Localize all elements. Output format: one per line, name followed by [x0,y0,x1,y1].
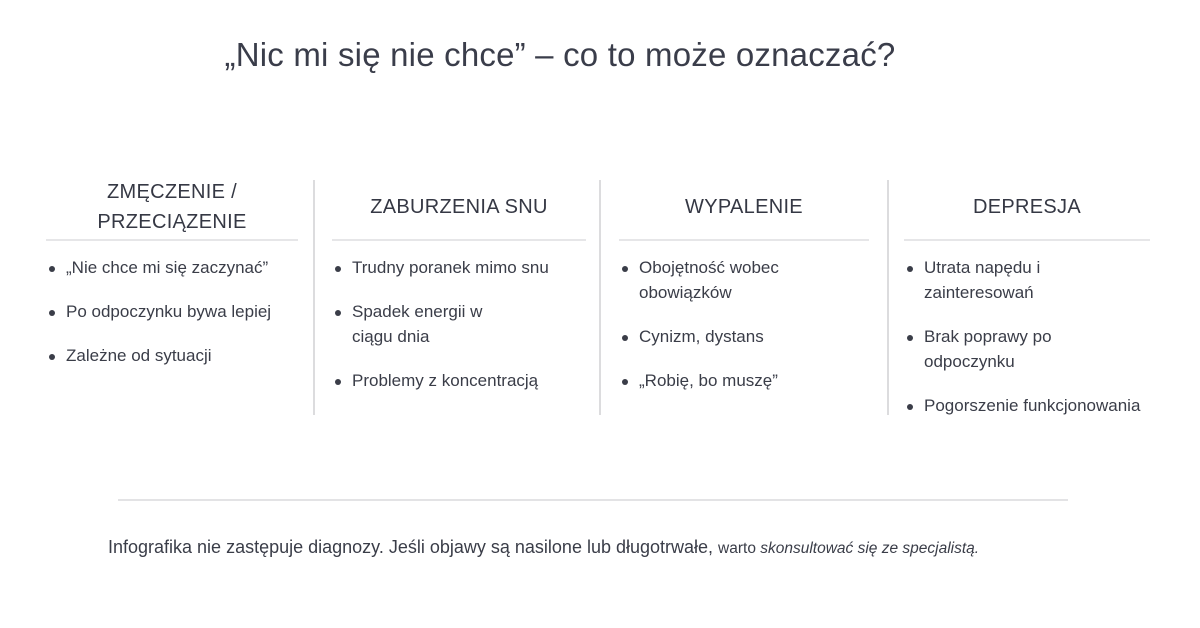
symptom-item: Spadek energii w ciągu dnia [332,299,586,349]
symptom-item: „Robię, bo muszę” [619,368,869,393]
heading-divider [46,239,298,241]
symptom-item: Cynizm, dystans [619,324,869,349]
category-column [46,178,298,387]
symptom-item: Brak poprawy po odpoczynku [904,324,1150,374]
category-heading: ZMĘCZENIE / PRZECIĄZENIE [97,181,247,233]
category-column [332,178,586,412]
symptom-item: Pogorszenie funkcjonowania [904,393,1150,418]
page-title: „Nic mi się nie chce” – co to może oznaczać? [224,36,896,73]
symptom-list [46,255,298,368]
symptom-item: Po odpoczynku bywa lepiej [46,299,298,324]
symptom-item: „Nie chce mi się zaczynać” [46,255,298,280]
disclaimer [108,537,979,558]
category-column [904,178,1150,437]
symptom-list [619,255,869,393]
symptom-list [904,255,1150,418]
column-divider [313,180,315,415]
column-divider [887,180,889,415]
category-heading: DEPRESJA [973,196,1081,218]
symptom-item: Obojętność wobec obowiązków [619,255,869,305]
symptom-item: Problemy z koncentracją [332,368,586,393]
heading-divider [904,239,1150,241]
symptom-item: Zależne od sytuacji [46,343,298,368]
disclaimer-main: Infografika nie zastępuje diagnozy. Jeśli objawy są nasilone lub długotrwałe, [108,537,719,557]
symptom-list [332,255,586,393]
symptom-item: Trudny poranek mimo snu [332,255,586,280]
heading-divider [332,239,586,241]
symptom-item: Utrata napędu i zainteresowań [904,255,1150,305]
category-column [619,178,869,412]
footer-divider [118,499,1068,501]
disclaimer-warto: warto [718,540,761,557]
heading-divider [619,239,869,241]
disclaimer-emphasis: skonsultować się ze specjalistą. [760,540,980,557]
category-heading: WYPALENIE [685,196,803,218]
category-heading: ZABURZENIA SNU [370,196,548,218]
column-divider [599,180,601,415]
